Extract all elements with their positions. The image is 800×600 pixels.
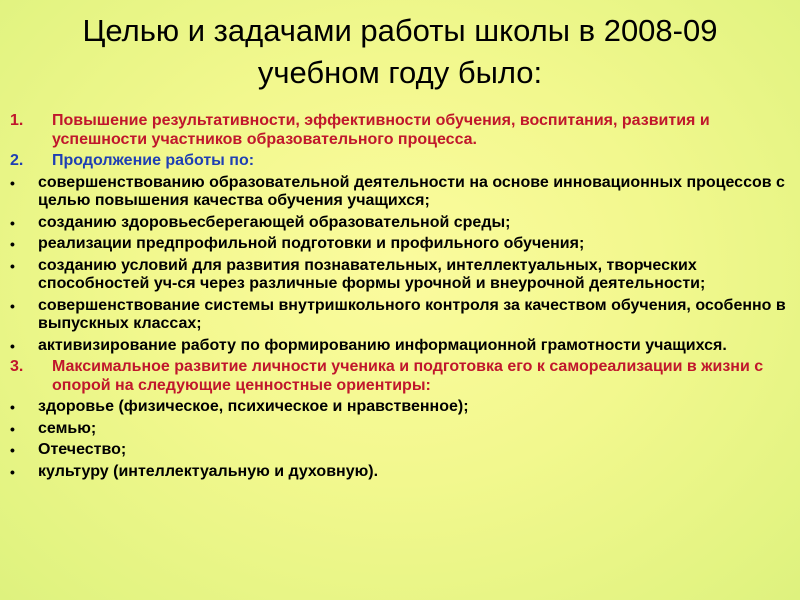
bullet-icon: •	[10, 420, 15, 437]
bullet-item	[7, 420, 793, 439]
goals-list	[7, 112, 793, 484]
list-item-1	[7, 112, 793, 149]
list-item-text: совершенствование системы внутришкольного контроля за качеством обучения, особенно в выпускных классах;	[38, 296, 786, 332]
list-item-text: Отечество;	[38, 441, 127, 458]
bullet-icon: •	[10, 337, 15, 354]
list-item-text: созданию условий для развития познавательных, интеллектуальных, творческих способностей уч-ся через различные формы урочной и внеурочной деятельности;	[38, 256, 706, 292]
list-item-text: семью;	[38, 419, 97, 437]
bullet-icon: •	[10, 399, 15, 415]
list-item-text: Повышение результативности, эффективности обучения, воспитания, развития и успешности участников образовательного процесса.	[52, 112, 710, 148]
bullet-item	[7, 337, 793, 356]
list-item-2	[7, 152, 793, 171]
bullet-icon: •	[10, 236, 15, 252]
bullet-icon: •	[10, 442, 15, 458]
list-item-text: Максимальное развитие личности ученика и подготовка его к самореализации в жизни с опорой на следующие ценностные ориентиры:	[52, 358, 764, 394]
bullet-item	[7, 257, 793, 294]
list-item-text: культуру (интеллектуальную и духовную).	[38, 462, 379, 480]
bullet-item	[7, 297, 793, 334]
list-item-3	[7, 358, 793, 395]
list-item-text: реализации предпрофильной подготовки и профильного обучения;	[38, 235, 585, 252]
list-item-text: Продолжение работы по:	[52, 152, 255, 169]
list-item-text: совершенствованию образовательной деятельности на основе инновационных процессов с целью повышения качества обучения учащихся;	[38, 173, 785, 209]
bullet-item	[7, 235, 793, 254]
bullet-icon: •	[10, 297, 15, 314]
bullet-item	[7, 174, 793, 211]
slide-title: Целью и задачами работы школы в 2008-09 учебном году было:	[82, 13, 718, 90]
bullet-item	[7, 463, 793, 482]
list-item-text: активизирование работу по формированию информационной грамотности учащихся.	[38, 336, 727, 354]
bullet-icon: •	[10, 463, 15, 480]
list-marker: 2.	[10, 152, 24, 169]
bullet-icon: •	[10, 257, 15, 274]
bullet-icon: •	[10, 174, 15, 191]
list-item-text: созданию здоровьесберегающей образовательной среды;	[38, 213, 511, 231]
bullet-item	[7, 441, 793, 460]
bullet-item	[7, 214, 793, 233]
list-item-text: здоровье (физическое, психическое и нравственное);	[38, 398, 469, 415]
bullet-item	[7, 398, 793, 417]
bullet-icon: •	[10, 214, 15, 231]
list-marker: 1.	[10, 112, 24, 129]
list-marker: 3.	[10, 358, 24, 375]
